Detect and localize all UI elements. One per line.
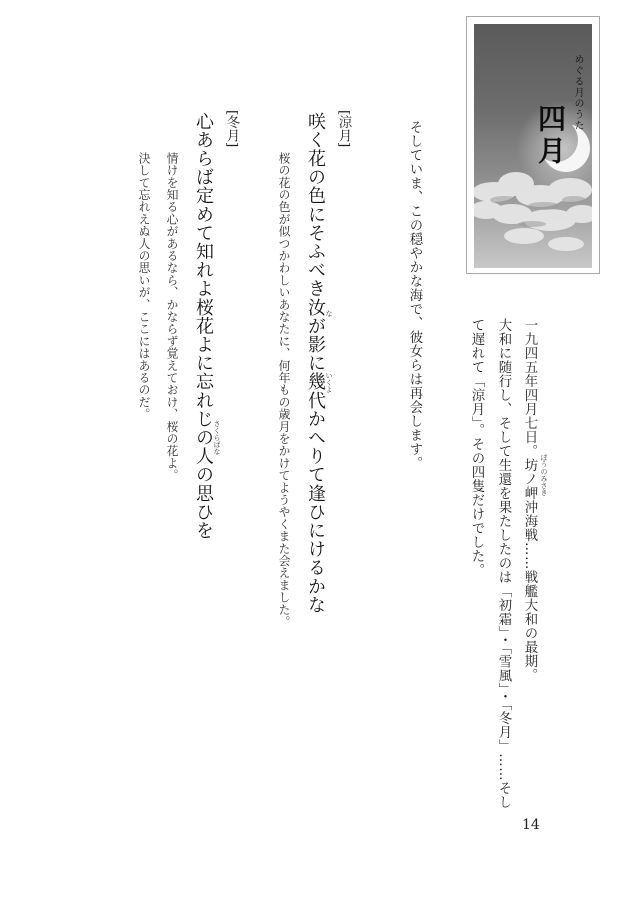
narrative-line-3: て遅れて「涼月」。その四隻だけでした。 bbox=[469, 318, 484, 578]
month-title: 四月 bbox=[534, 104, 567, 168]
poem-translation: 桜の花の色が似つかわしいあなたに、何年もの歳月をかけてようやくまた会えました。 bbox=[277, 152, 291, 628]
series-label: めぐる月のうた bbox=[572, 54, 583, 131]
ruby-reading: な bbox=[325, 310, 333, 317]
ruby-reading: ぼうのみさき bbox=[540, 454, 548, 496]
poem-translation: 情けを知る心があるなら、かならず覚えておけ、桜の花よ。 bbox=[165, 152, 179, 482]
section-tag-fuyutsuki: [冬月] bbox=[224, 110, 239, 148]
ruby-reading: いくよ bbox=[325, 372, 333, 393]
poem-translation: 決して忘れえぬ人の思いが、ここにはあるのだ。 bbox=[137, 152, 151, 421]
poem-verse: 心あらば定めて知れよ桜花よに忘れじの人の思ひを bbox=[193, 112, 214, 540]
narrative-line-1: 一九四五年四月七日。坊ノ岬沖海戦……戦艦大和の最期。 bbox=[522, 318, 537, 682]
section-tag-suzutsuki: [涼月] bbox=[336, 110, 351, 148]
narrative-line-2: 大和に随行し、そして生還を果たしたのは「初霜」・「雪風」・「冬月」……そし bbox=[496, 318, 511, 810]
poem-verse: 咲く花の色にそふべき汝が影に幾代かへりて逢ひにけるかな bbox=[305, 112, 326, 615]
ruby-reading: さくらばな bbox=[213, 420, 221, 455]
page-number: 14 bbox=[522, 817, 540, 833]
closing-line: そしていま、この穏やかな海で、彼女らは再会します。 bbox=[407, 120, 422, 470]
